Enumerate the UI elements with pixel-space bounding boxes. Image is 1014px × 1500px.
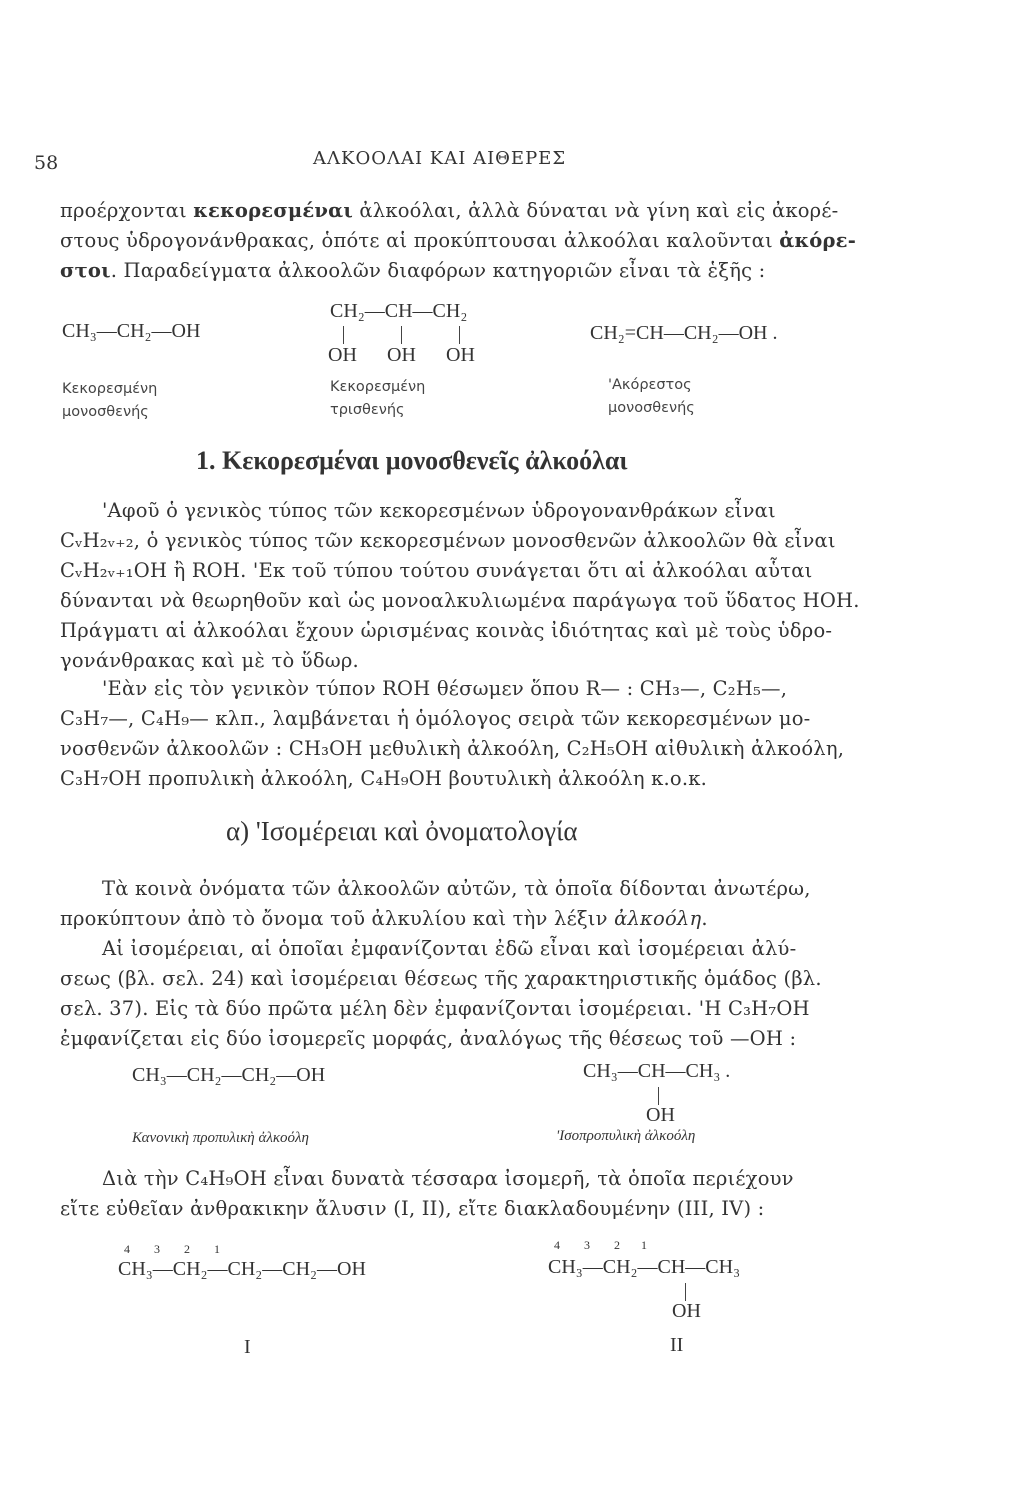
text-line: 'Αφοῦ ὁ γενικὸς τύπος τῶν κεκορεσμένων ὑδρογονανθράκων εἶναι (102, 499, 776, 522)
text-line: Αἱ ἰσομέρειαι, αἱ ὁποῖαι ἐμφανίζονται ἐδῶ εἶναι καὶ ἰσομέρειαι ἀλύ- (102, 937, 797, 960)
subsection-paragraph (60, 1164, 860, 1224)
page-number: 58 (34, 152, 59, 174)
carbon-numbering: 4 3 2 1 (124, 1242, 220, 1256)
text-line: 'Εὰν εἰς τὸν γενικὸν τύπον ROH θέσωμεν ὅπου R— : CH₃—, C₂H₅—, (102, 677, 788, 700)
subsection-paragraph (60, 874, 860, 934)
intro-line (60, 196, 860, 226)
bond-line (685, 1283, 686, 1301)
italic-term: ἀλκοόλη (614, 907, 702, 930)
subsection-heading: α) 'Ισομέρειαι καὶ ὀνοματολογία (226, 816, 578, 846)
intro-line (60, 226, 860, 256)
butanol-formula-II: CH₃—CH₂—CH—CH₃ (548, 1256, 741, 1278)
butanol-formula-I: CH₃—CH₂—CH₂—CH₂—OH (118, 1258, 366, 1280)
text-line: ἐμφανίζεται εἰς δύο ἰσομερεῖς μορφάς, ἀναλόγως τῆς θέσεως τοῦ —OH : (60, 1027, 797, 1050)
text-line: σελ. 37). Εἰς τὰ δύο πρῶτα μέλη δὲν ἐμφανίζονται ἰσομέρειαι. 'Η C₃H₇OH (60, 997, 810, 1020)
bold-term: στοι (60, 259, 111, 282)
label-line: 'Ακόρεστος (608, 377, 692, 393)
text-line: νοσθενῶν ἀλκοολῶν : CH₃OH μεθυλικὴ ἀλκοόλη, C₂H₅OH αἰθυλικὴ ἀλκοόλη, (60, 737, 845, 760)
label-line: Κεκορεσμένη (330, 379, 426, 395)
text-line: σεως (βλ. σελ. 24) καὶ ἰσομέρειαι θέσεως τῆς χαρακτηριστικῆς ὁμάδος (βλ. (60, 967, 822, 990)
bold-term: κεκορεσμέναι (193, 199, 353, 222)
bond-line (401, 326, 402, 344)
isopropanol-formula: CH₃—CH—CH₃ . (583, 1060, 731, 1082)
text: προκύπτουν ἀπὸ τὸ ὄνομα τοῦ ἀλκυλίου καὶ τὴν λέξιν (60, 907, 615, 930)
text-line: CᵥH₂ᵥ₊₁OH ἢ ROH. 'Εκ τοῦ τύπου τούτου συνάγεται ὅτι αἱ ἀλκοόλαι αὗται (60, 559, 813, 582)
text: . Παραδείγματα ἀλκοολῶν διαφόρων κατηγοριῶν εἶναι τὰ ἑξῆς : (110, 259, 766, 282)
hydroxyl: OH (387, 344, 416, 366)
text: ἀλκοόλαι, ἀλλὰ δύναται νὰ γίνη καὶ εἰς ἀκορέ- (353, 199, 839, 222)
propanol-formula: CH₃—CH₂—CH₂—OH (132, 1064, 326, 1086)
label-line: τρισθενής (330, 402, 405, 418)
hydroxyl: OH (646, 1104, 675, 1126)
text: στους ὑδρογονάνθρακας, ὁπότε αἱ προκύπτουσαι ἀλκοόλαι καλοῦνται (60, 229, 780, 252)
text: . (701, 907, 708, 930)
text-line: C₃H₇OH προπυλικὴ ἀλκοόλη, C₄H₉OH βουτυλικὴ ἀλκοόλη κ.ο.κ. (60, 767, 708, 790)
example-label (330, 376, 425, 422)
text-line: Τὰ κοινὰ ὀνόματα τῶν ἀλκοολῶν αὐτῶν, τὰ ὁποῖα δίδονται ἀνωτέρω, (102, 877, 811, 900)
running-title: ΑΛΚΟΟΛΑΙ ΚΑΙ ΑΙΘΕΡΕΣ (313, 148, 567, 169)
structure-label: Κανονικὴ προπυλικὴ ἀλκοόλη (132, 1130, 309, 1146)
intro-paragraph (60, 196, 860, 286)
text-line: C₃H₇—, C₄H₉— κλπ., λαμβάνεται ἡ ὁμόλογος σειρὰ τῶν κεκορεσμένων μο- (60, 707, 811, 730)
label-line: Κεκορεσμένη (62, 381, 158, 397)
section1-paragraph (60, 674, 860, 794)
structure-number: II (670, 1334, 684, 1356)
text-line: εἴτε εὐθεῖαν ἀνθρακικην ἄλυσιν (I, II), εἴτε διακλαδουμένην (III, IV) : (60, 1197, 765, 1220)
bold-term: ἀκόρε- (779, 229, 856, 252)
hydroxyl: OH (328, 344, 357, 366)
text-line (60, 904, 860, 934)
text-line: δύνανται νὰ θεωρηθοῦν καὶ ὡς μονοαλκυλιωμένα παράγωγα τοῦ ὕδατος HOH. (60, 589, 860, 612)
carbon-numbering: 4 3 2 1 (554, 1238, 647, 1252)
bond-line (343, 326, 344, 344)
label-line: μονοσθενής (62, 404, 149, 420)
example-label (62, 378, 157, 424)
hydroxyl: OH (672, 1300, 701, 1322)
glycerol-formula: CH₂—CH—CH₂ (330, 300, 468, 322)
hydroxyl: OH (446, 344, 475, 366)
structure-label: 'Ισοπροπυλικὴ ἀλκοόλη (556, 1128, 696, 1144)
text-line: Διὰ τὴν C₄H₉OH εἶναι δυνατὰ τέσσαρα ἰσομερῆ, τὰ ὁποῖα περιέχουν (102, 1167, 794, 1190)
section-heading: 1. Κεκορεσμέναι μονοσθενεῖς ἀλκοόλαι (196, 446, 628, 475)
text: προέρχονται (60, 199, 194, 222)
subsection-paragraph (60, 934, 860, 1054)
text-line: γονάνθρακας καὶ μὲ τὸ ὕδωρ. (60, 649, 359, 672)
intro-line (60, 256, 860, 286)
ethanol-formula: CH₃—CH₂—OH (62, 320, 201, 342)
allyl-alcohol-formula: CH₂=CH—CH₂—OH . (590, 322, 778, 344)
bond-line (459, 326, 460, 344)
label-line: μονοσθενής (608, 400, 695, 416)
text-line: CᵥH₂ᵥ₊₂, ὁ γενικὸς τύπος τῶν κεκορεσμένων μονοσθενῶν ἀλκοολῶν θὰ εἶναι (60, 529, 836, 552)
text-line: Πράγματι αἱ ἀλκοόλαι ἔχουν ὡρισμένας κοινὰς ἰδιότητας καὶ μὲ τοὺς ὑδρο- (60, 619, 833, 642)
section1-paragraph (60, 496, 860, 676)
example-label (608, 374, 695, 420)
structure-number: I (244, 1336, 251, 1358)
bond-line (658, 1087, 659, 1105)
